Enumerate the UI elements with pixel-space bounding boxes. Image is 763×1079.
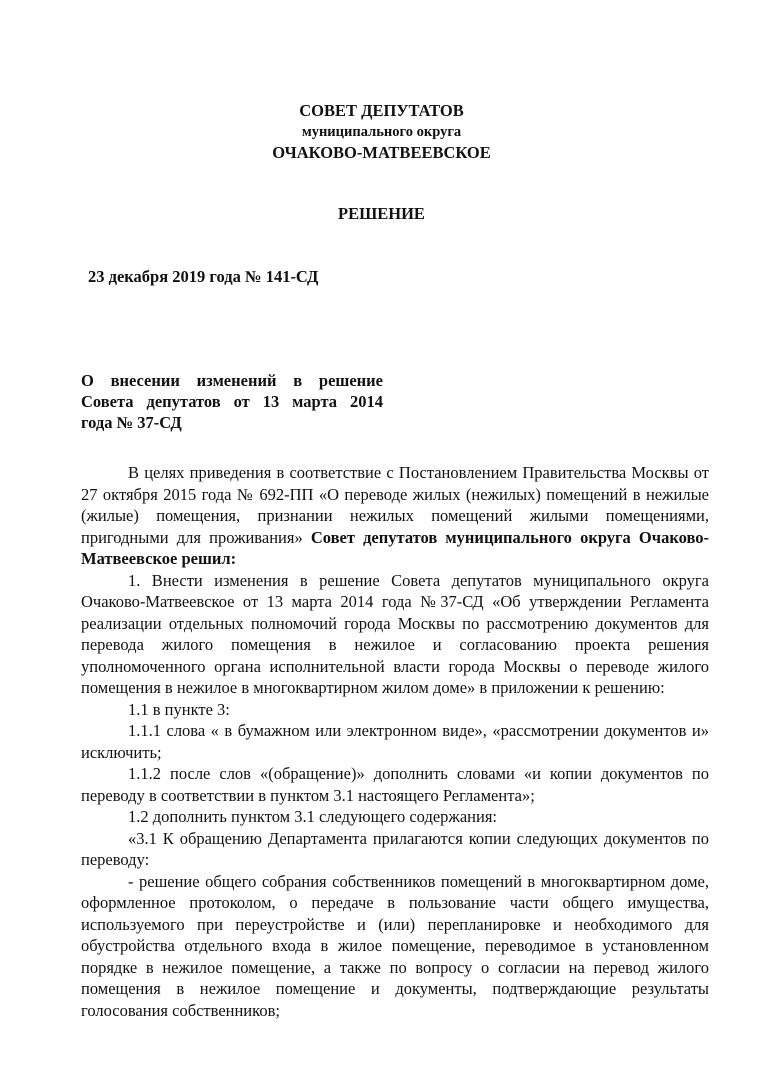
paragraph-3-1: «3.1 К обращению Департамента прилагаются копии следующих документов по переводу: [81, 828, 709, 869]
preamble-resolution: Совет депутатов муниципального округа Очаково-Матвеевское решил: [81, 527, 709, 568]
preamble-text: В целях приведения в соответствие с Постановлением Правительства Москвы от 27 октября 2015 года № 692-ПП «О переводе жилых (нежилых) помещений в нежилые (жилые) помещения, признании нежилых помещений жилыми помещениями, пригодными для проживания» [81, 463, 709, 547]
subject-line-3: года № 37-СД [81, 413, 182, 432]
decision-title: РЕШЕНИЕ [338, 204, 425, 223]
paragraph-1: 1. Внести изменения в решение Совета депутатов муниципального округа Очаково-Матвеевское от 13 марта 2014 года №37-СД «Об утверждении Регламента реализации отдельных полномочий города Москвы по рассмотрению документов для перевода жилого помещения в нежилое и согласованию проекта решения уполномоченного органа исполнительной власти города Москвы о переводе жилого помещения в нежилое в многоквартирном жилом доме» в приложении к решению: [81, 570, 709, 697]
subject-line-1: О внесении изменений в решение [81, 371, 383, 390]
document-body [81, 462, 709, 1021]
council-name: СОВЕТ ДЕПУТАТОВ [299, 101, 464, 120]
paragraph-1-1: 1.1 в пункте 3: [128, 699, 230, 719]
paragraph-1-1-2: 1.1.2 после слов «(обращение)» дополнить словами «и копии документов по переводу в соответствии в пунктом 3.1 настоящего Регламента»; [81, 764, 709, 805]
paragraph-1-1-1: 1.1.1 слова « в бумажном или электронном виде», «рассмотрении документов и» исключить; [81, 721, 709, 762]
decision-subject [81, 370, 383, 433]
preamble-paragraph [81, 462, 709, 570]
district-name: ОЧАКОВО-МАТВЕЕВСКОЕ [272, 143, 491, 162]
subject-line-2: Совета депутатов от 13 марта 2014 [81, 392, 383, 411]
paragraph-3-1-item: - решение общего собрания собственников помещений в многоквартирном доме, оформленное протоколом, о передаче в пользование части общего имущества, используемого при переустройстве и (или) перепланировке и необходимого для обустройства отдельного входа в жилое помещение, переводимое в установленном порядке в нежилое помещение, а также по вопросу о согласии на перевод жилого помещения в нежилое помещение и документы, подтверждающие результаты голосования собственников; [81, 871, 709, 1020]
decision-date-number: 23 декабря 2019 года № 141-СД [88, 267, 319, 286]
district-label: муниципального округа [301, 124, 462, 140]
document-header [0, 100, 763, 164]
paragraph-1-2: 1.2 дополнить пунктом 3.1 следующего содержания: [128, 807, 497, 826]
